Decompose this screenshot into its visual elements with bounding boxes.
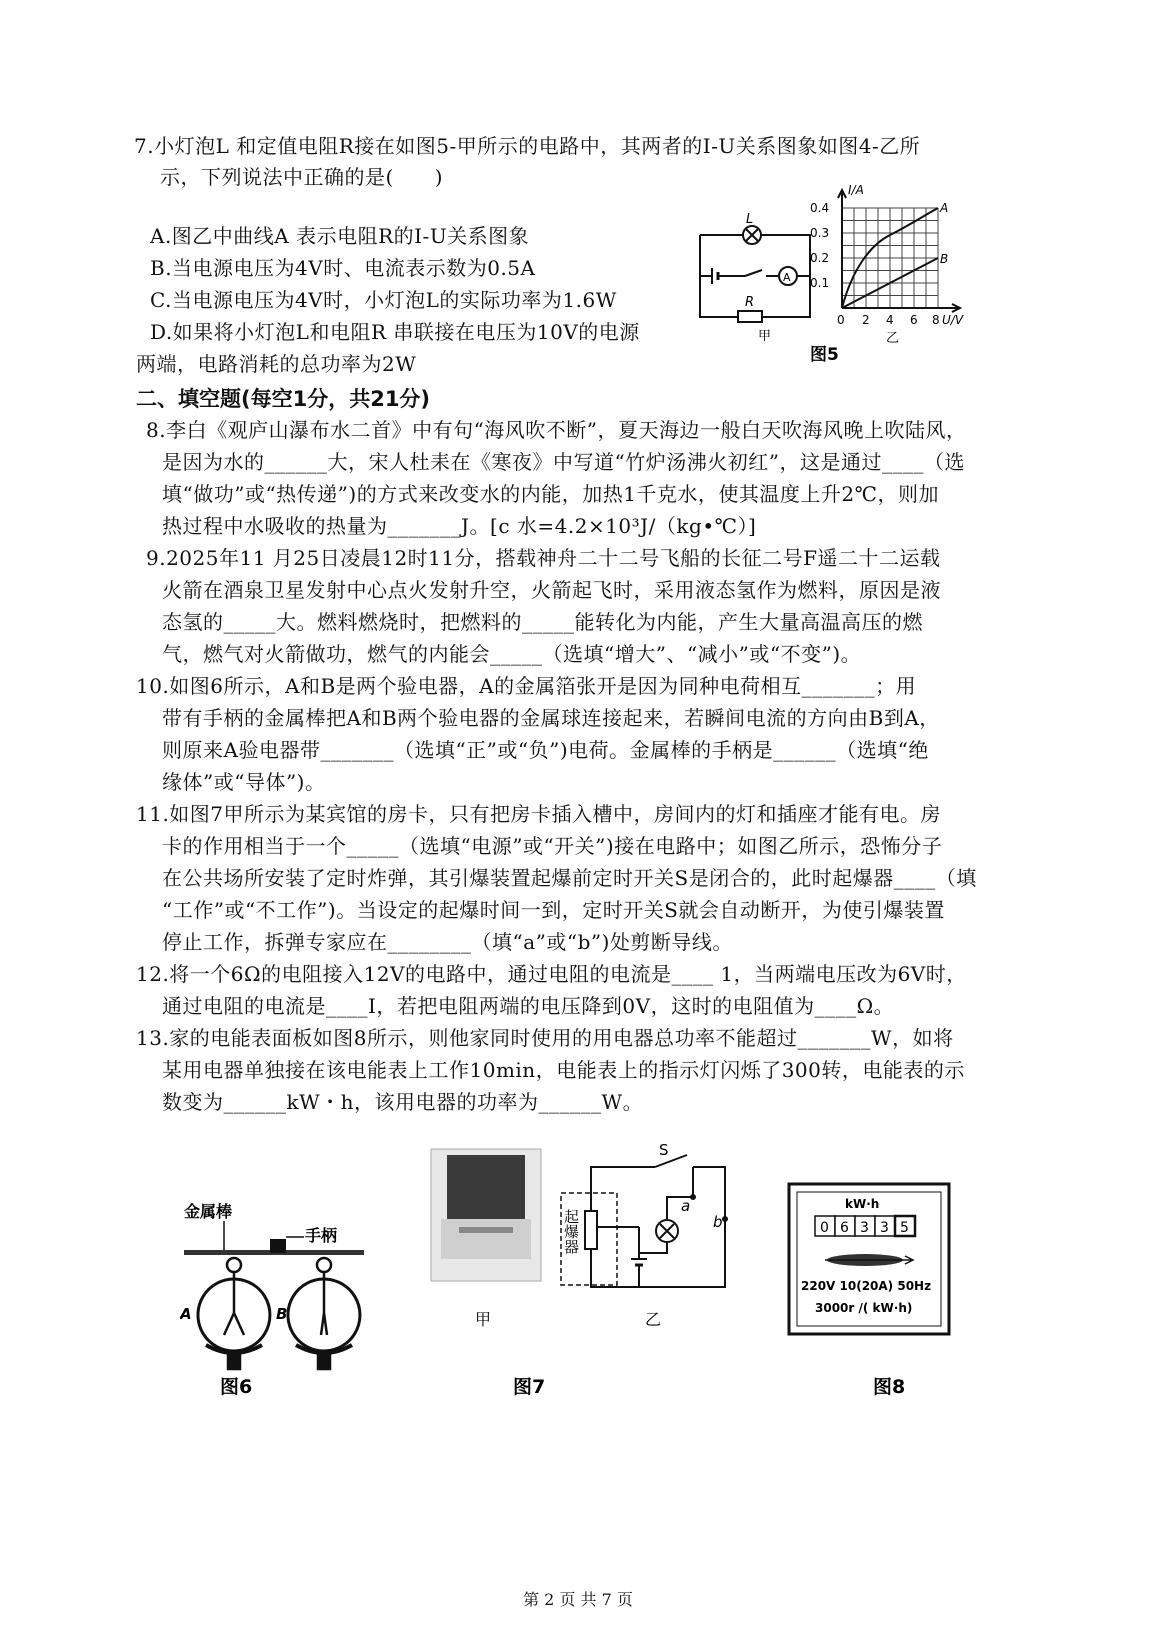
fig6-handle-label: 手柄 bbox=[305, 1226, 338, 1245]
fig5-x-tick-3: 6 bbox=[910, 313, 918, 327]
fig8-digit-1: 0 bbox=[820, 1220, 829, 1236]
figure-8 bbox=[785, 1180, 965, 1405]
q9-line-1: 9.2025年11 月25日凌晨12时11分，搭载神舟二十二号飞船的长征二号F遥二十二运载 bbox=[146, 546, 941, 570]
fig6-b-label: B bbox=[276, 1305, 288, 1323]
fig6-a-label: A bbox=[180, 1305, 192, 1323]
fig5-resistor-label: R bbox=[745, 295, 755, 310]
q7-option-c: C.当电源电压为4V时，小灯泡L的实际功率为1.6W bbox=[150, 288, 617, 312]
fig7-caption: 图7 bbox=[513, 1376, 546, 1398]
fig5-circuit-caption: 甲 bbox=[758, 329, 772, 344]
q12-line-2: 通过电阻的电流是____I，若把电阻两端的电压降到0V，这时的电阻值为____Ω。 bbox=[162, 994, 895, 1018]
q13-line-2: 某用电器单独接在该电能表上工作10min，电能表上的指示灯闪烁了300转，电能表的示 bbox=[162, 1058, 965, 1082]
figure-7 bbox=[425, 1135, 755, 1405]
fig5-y-tick-1: 0.4 bbox=[810, 201, 830, 215]
fig5-origin-label: 0 bbox=[837, 313, 845, 327]
fig8-digit-4: 3 bbox=[880, 1220, 889, 1236]
fig5-circuit-diagram bbox=[700, 226, 810, 322]
fig5-lamp-label: L bbox=[746, 212, 754, 227]
fig7-room-card bbox=[431, 1149, 541, 1281]
fig5-x-tick-1: 2 bbox=[862, 313, 870, 327]
fig7-card-caption: 甲 bbox=[475, 1310, 492, 1329]
fig7-detonator-label: 起爆器 bbox=[562, 1209, 580, 1254]
fig6-handle bbox=[270, 1239, 286, 1253]
fig5-iu-graph bbox=[810, 183, 964, 346]
q10-line-2: 带有手柄的金属棒把A和B两个验电器的金属球连接起来，若瞬间电流的方向由B到A， bbox=[162, 706, 940, 730]
q8-line-4: 热过程中水吸收的热量为_______J。[c 水=4.2×10³J/（kg•℃）] bbox=[162, 514, 757, 538]
q7-stem-line-1: 7.小灯泡L 和定值电阻R接在如图5-甲所示的电路中，其两者的I-U关系图象如图4-乙所 bbox=[134, 134, 921, 158]
fig5-y-tick-3: 0.2 bbox=[810, 251, 830, 265]
figure-6 bbox=[180, 1195, 380, 1405]
fig8-digit-5: 5 bbox=[900, 1220, 909, 1236]
q7-option-a: A.图乙中曲线A 表示电阻R的I-U关系图象 bbox=[150, 224, 530, 248]
fig8-digit-2: 6 bbox=[840, 1220, 849, 1236]
q7-stem-line-2: 示，下列说法中正确的是( ) bbox=[160, 165, 444, 189]
q11-line-2: 卡的作用相当于一个_____（选填“电源”或“开关”)接在电路中；如图乙所示，恐怖分子 bbox=[162, 834, 943, 858]
fig7-detonator-circuit bbox=[561, 1155, 727, 1287]
figure-5 bbox=[690, 180, 990, 370]
q11-line-4: “工作”或“不工作”)。当设定的起爆时间一到，定时开关S就会自动断开，为使引爆装置 bbox=[162, 898, 945, 922]
fig7-circuit-caption: 乙 bbox=[645, 1310, 662, 1329]
fig8-spec-line-2: 3000r /( kW·h) bbox=[815, 1301, 913, 1315]
fig8-spec-line-1: 220V 10(20A) 50Hz bbox=[801, 1279, 932, 1293]
fig5-graph-caption: 乙 bbox=[886, 331, 900, 346]
q13-line-3: 数变为______kW・h，该用电器的功率为______W。 bbox=[162, 1090, 644, 1114]
fig5-x-axis-label: U/V bbox=[942, 313, 964, 327]
fig8-unit-label: kW·h bbox=[845, 1197, 880, 1211]
fig7-switch-label: S bbox=[659, 1141, 669, 1159]
q11-line-5: 停止工作，拆弹专家应在________（填“a”或“b”)处剪断导线。 bbox=[162, 930, 733, 954]
section-2-title: 二、填空题(每空1分，共21分) bbox=[136, 387, 431, 411]
q13-line-1: 13.家的电能表面板如图8所示，则他家同时使用的用电器总功率不能超过_______W，如将 bbox=[136, 1026, 954, 1050]
q7-option-b: B.当电源电压为4V时、电流表示数为0.5A bbox=[150, 256, 536, 280]
fig5-y-axis-label: I/A bbox=[848, 183, 864, 197]
q8-line-3: 填“做功”或“热传递”)的方式来改变水的内能，加热1千克水，使其温度上升2℃，则加 bbox=[162, 482, 940, 506]
fig5-x-tick-2: 4 bbox=[886, 313, 894, 327]
fig5-curve-b-label: B bbox=[940, 252, 949, 266]
page-number-footer: 第 2 页 共 7 页 bbox=[523, 1590, 633, 1609]
q10-line-4: 缘体”或“导体”)。 bbox=[162, 770, 326, 794]
fig5-x-tick-4: 8 bbox=[932, 313, 940, 327]
q7-option-d-line-1: D.如果将小灯泡L和电阻R 串联接在电压为10V的电源 bbox=[150, 320, 640, 344]
fig7-point-a: a bbox=[681, 1197, 691, 1215]
fig5-y-tick-4: 0.1 bbox=[810, 276, 830, 290]
q10-line-1: 10.如图6所示，A和B是两个验电器，A的金属箔张开是因为同种电荷相互_______；用 bbox=[136, 674, 917, 698]
q8-line-1: 8.李白《观庐山瀑布水二首》中有句“海风吹不断”，夏天海边一般白天吹海风晚上吹陆风， bbox=[146, 418, 967, 442]
fig8-digit-3: 3 bbox=[860, 1220, 869, 1236]
q11-line-3: 在公共场所安装了定时炸弹，其引爆装置起爆前定时开关S是闭合的，此时起爆器____（填 bbox=[162, 866, 977, 890]
q8-line-2: 是因为水的______大，宋人杜耒在《寒夜》中写道“竹炉汤沸火初红”，这是通过____（选 bbox=[162, 450, 965, 474]
fig6-caption: 图6 bbox=[220, 1376, 253, 1398]
fig6-electroscope-a bbox=[198, 1258, 270, 1369]
fig5-y-tick-2: 0.3 bbox=[810, 226, 830, 240]
q11-line-1: 11.如图7甲所示为某宾馆的房卡，只有把房卡插入槽中，房间内的灯和插座才能有电。房 bbox=[136, 802, 942, 826]
fig8-caption: 图8 bbox=[873, 1376, 906, 1398]
fig6-rod-label: 金属棒 bbox=[184, 1202, 233, 1221]
q12-line-1: 12.将一个6Ω的电阻接入12V的电路中，通过电阻的电流是____ 1，当两端电压改为6V时， bbox=[136, 962, 967, 986]
q10-line-3: 则原来A验电器带_______（选填“正”或“负”)电荷。金属棒的手柄是______（选填“绝 bbox=[162, 738, 929, 762]
fig7-point-b: b bbox=[713, 1213, 723, 1231]
fig5-caption: 图5 bbox=[810, 345, 839, 365]
q9-line-4: 气，燃气对火箭做功，燃气的内能会_____（选填“增大”、“减小”或“不变”)。 bbox=[162, 642, 862, 666]
fig5-curve-a-label: A bbox=[940, 201, 949, 215]
q9-line-3: 态氢的_____大。燃料燃烧时，把燃料的_____能转化为内能，产生大量高温高压的燃 bbox=[162, 610, 923, 634]
fig6-electroscope-b bbox=[288, 1258, 360, 1369]
fig5-ammeter-label: A bbox=[783, 271, 791, 284]
q9-line-2: 火箭在酒泉卫星发射中心点火发射升空，火箭起飞时，采用液态氢作为燃料，原因是液 bbox=[162, 578, 941, 602]
q7-option-d-line-2: 两端，电路消耗的总功率为2W bbox=[136, 352, 417, 376]
